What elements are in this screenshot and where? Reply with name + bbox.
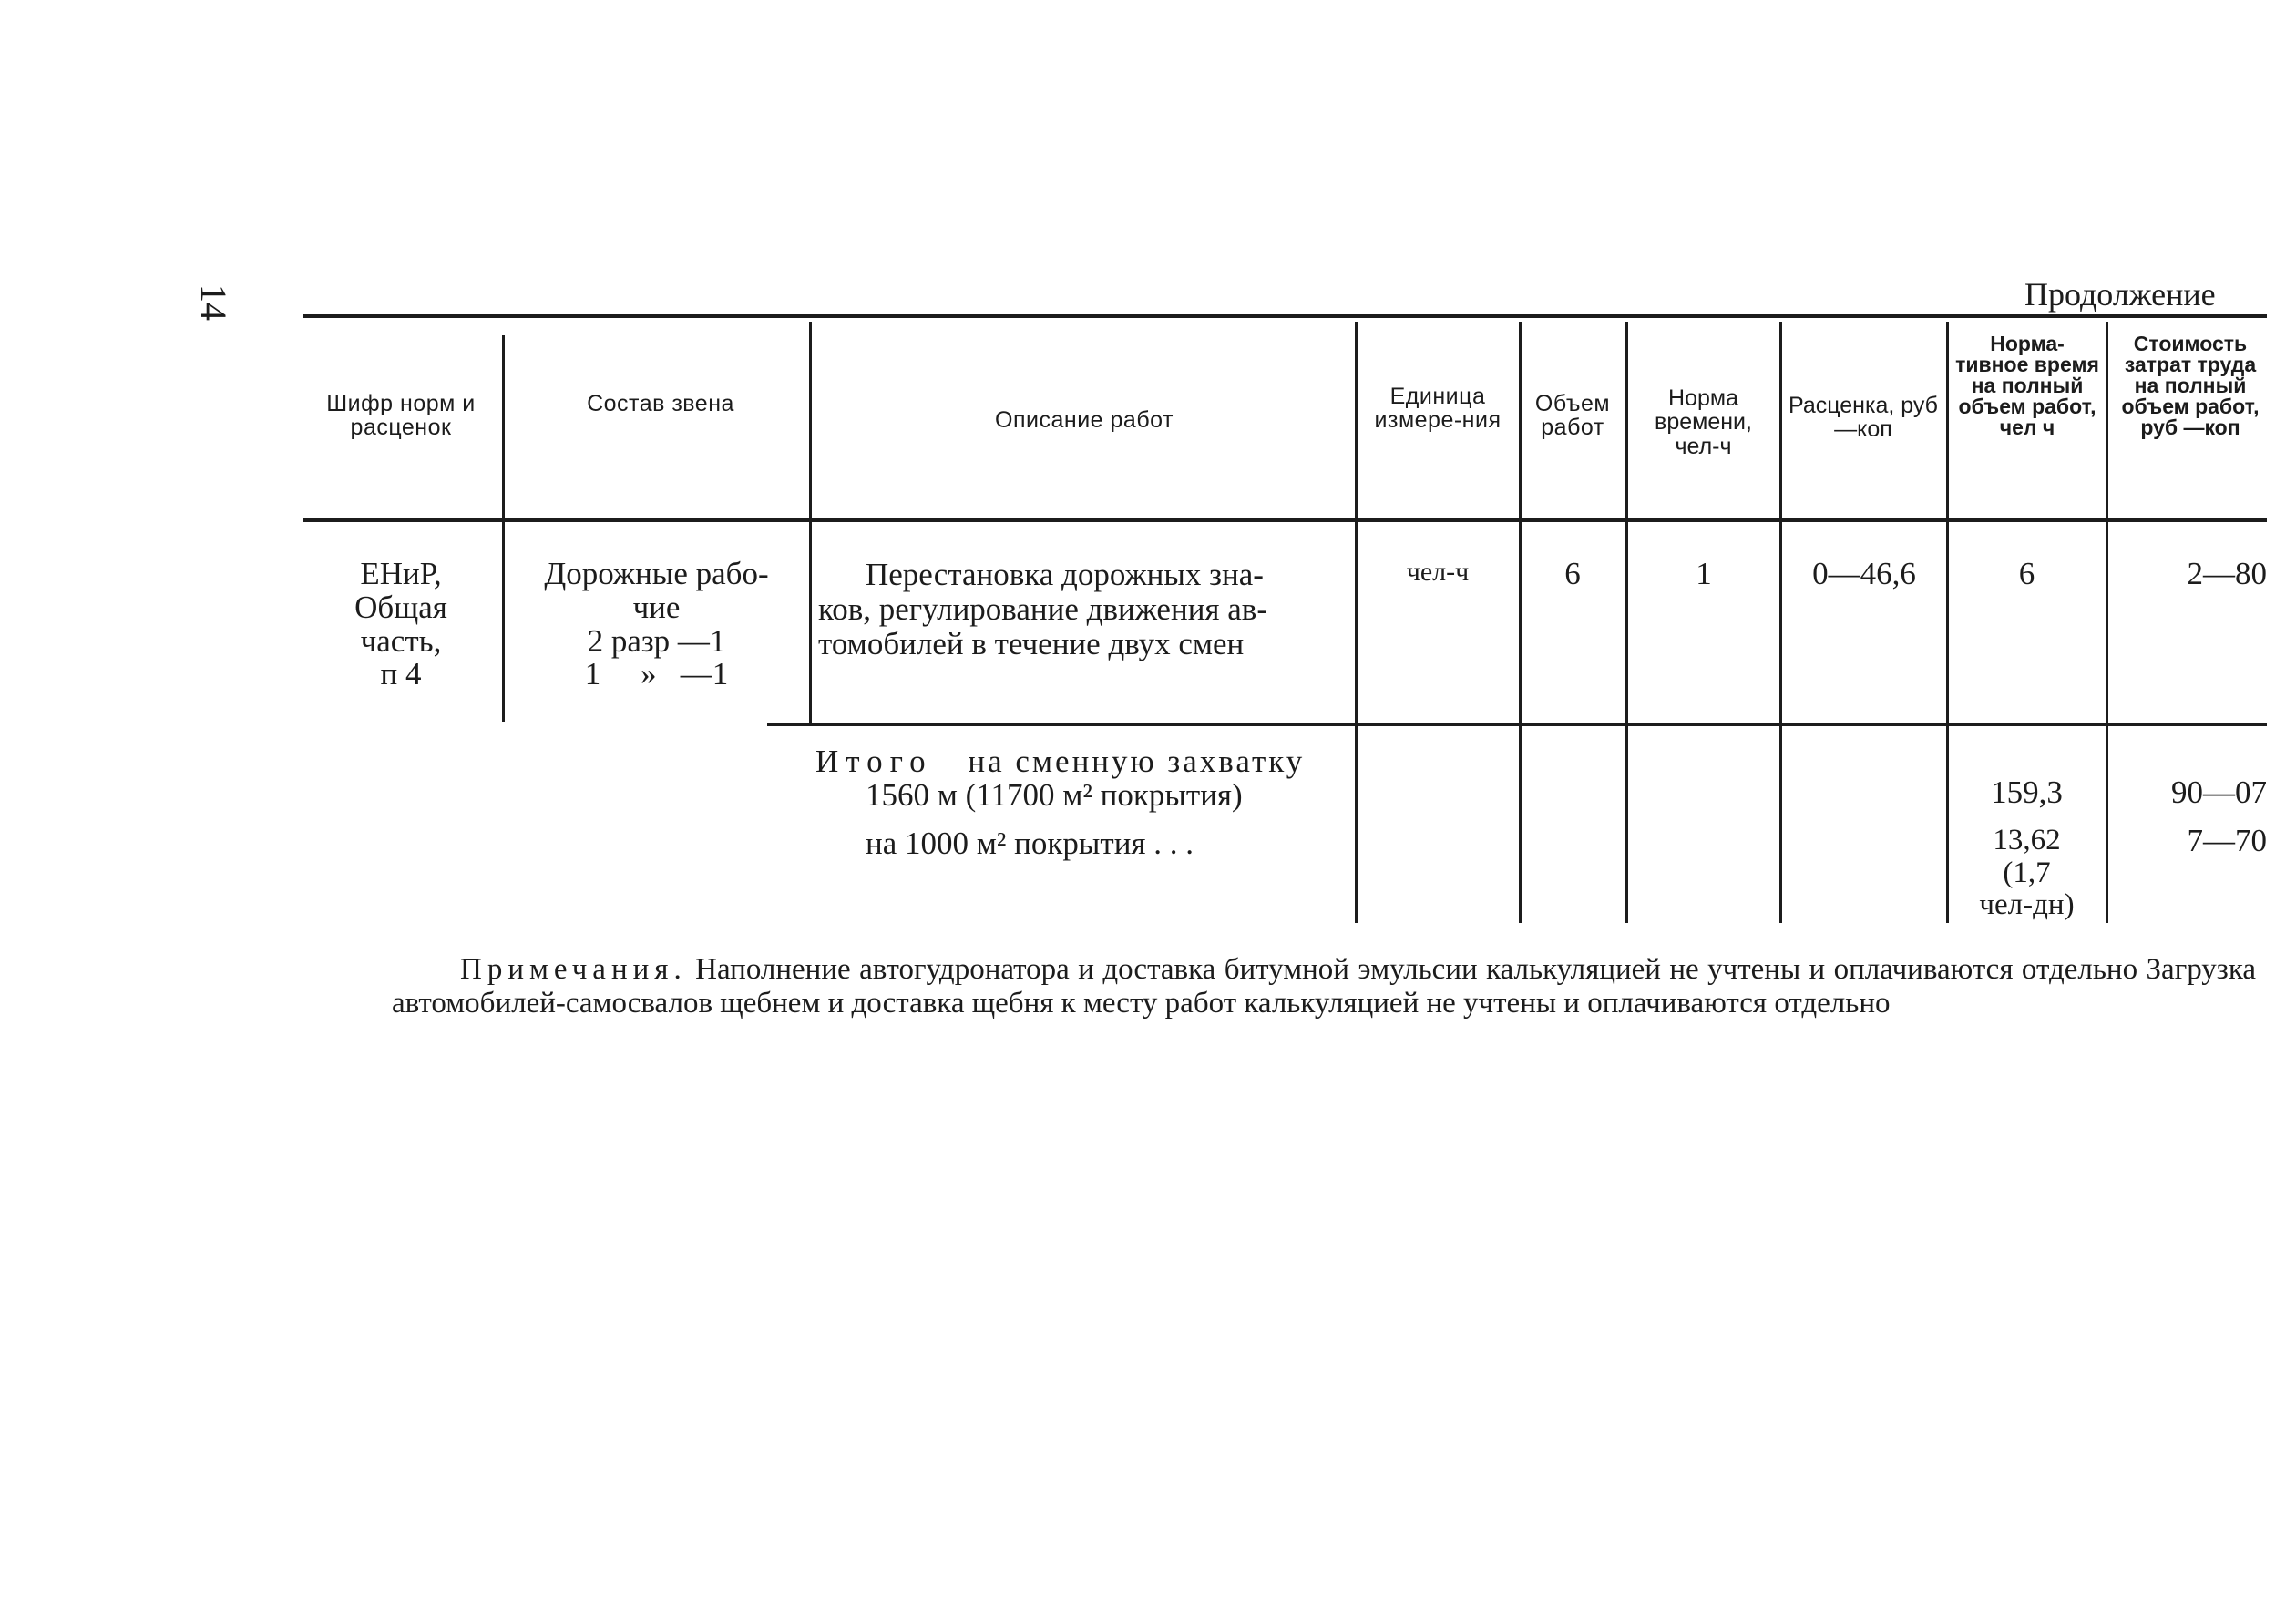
- row-rate: 0—46,6: [1812, 556, 1916, 591]
- row-labor-cost: 2—80: [2187, 556, 2267, 591]
- total-per1000-normative-time-line: чел-дн): [1979, 888, 2075, 922]
- header-volume: Объем работ: [1534, 391, 1611, 441]
- total-shift-label-rest: на сменную захватку: [968, 743, 1306, 779]
- row-crew-line: 1 » —1: [584, 656, 729, 692]
- column-divider: [1519, 322, 1522, 923]
- row-crew-line: чие: [632, 589, 681, 625]
- total-shift-normative-time: 159,3: [1991, 774, 2063, 810]
- row-crew-line: 2 разр —1: [587, 622, 726, 659]
- header-labor-cost: Стоимость затрат труда на полный объем работ, руб —коп: [2121, 332, 2260, 439]
- page-number: 14: [193, 284, 234, 321]
- row-crew: [518, 558, 795, 692]
- row-description-line: ков, регулирование движения ав-: [818, 590, 1267, 627]
- header-normative-time: Норма-тивное время на полный объем работ, чел ч: [1955, 332, 2099, 439]
- total-per1000-normative-time-line: (1,7: [2003, 856, 2051, 889]
- row-code-line: часть,: [360, 622, 442, 659]
- notes-text: Наполнение автогудронатора и доставка битумной эмульсии калькуляцией не учтены и оплачиваются отдельно Загрузка автомобилей-самосвалов щебнем и доставка щебня к месту работ калькуляцией не учтены и оплачиваются отдельно: [392, 953, 2257, 1020]
- header-unit: Единица измере-ния: [1374, 384, 1502, 434]
- header-rate: Расценка, руб —коп: [1788, 393, 1938, 443]
- continuation-label: Продолжение: [2024, 276, 2216, 313]
- total-shift-labor-cost: 90—07: [2171, 774, 2267, 810]
- row-code-line: п 4: [380, 656, 422, 692]
- header-code: Шифр норм и расценок: [326, 391, 476, 441]
- row-time-norm: 1: [1696, 556, 1712, 591]
- row-code-line: Общая: [354, 589, 447, 625]
- header-description: Описание работ: [995, 407, 1174, 433]
- column-divider: [1946, 322, 1949, 923]
- row-volume: 6: [1564, 556, 1581, 591]
- total-shift-label-line: 1560 м (11700 м² покрытия): [866, 776, 1243, 813]
- header-time-norm: Норма времени, чел-ч: [1655, 385, 1752, 459]
- total-shift-label: [815, 745, 1348, 813]
- column-divider: [1355, 322, 1358, 923]
- row-description-line: Перестановка дорожных зна-: [866, 557, 1264, 592]
- notes-lead: Примечания.: [460, 953, 687, 986]
- column-divider: [2106, 322, 2108, 923]
- table-top-rule: [303, 314, 2267, 318]
- row-description-line: томобилей в течение двух смен: [818, 625, 1245, 661]
- row-code-line: ЕНиР,: [360, 556, 442, 591]
- row-code: [319, 558, 483, 692]
- row-crew-line: Дорожные рабо-: [544, 556, 769, 591]
- row-unit: чел-ч: [1406, 557, 1470, 587]
- row-bottom-rule: [767, 723, 2267, 726]
- header-crew: Состав звена: [587, 391, 734, 416]
- row-normative-time: 6: [2018, 556, 2035, 591]
- total-per1000-label: на 1000 м² покрытия . . .: [866, 826, 1194, 861]
- total-lead: Итого: [815, 743, 933, 779]
- header-bottom-rule: [303, 518, 2267, 522]
- column-divider: [1779, 322, 1782, 923]
- total-per1000-normative-time: [1952, 825, 2102, 922]
- notes-paragraph: [392, 953, 2256, 1020]
- column-divider: [502, 335, 505, 722]
- column-divider: [1625, 322, 1628, 923]
- column-divider: [809, 322, 812, 723]
- row-description: [818, 558, 1347, 661]
- total-per1000-labor-cost: 7—70: [2187, 823, 2267, 858]
- total-per1000-normative-time-line: 13,62: [1993, 824, 2061, 856]
- total-shift-label-line: [815, 745, 1348, 779]
